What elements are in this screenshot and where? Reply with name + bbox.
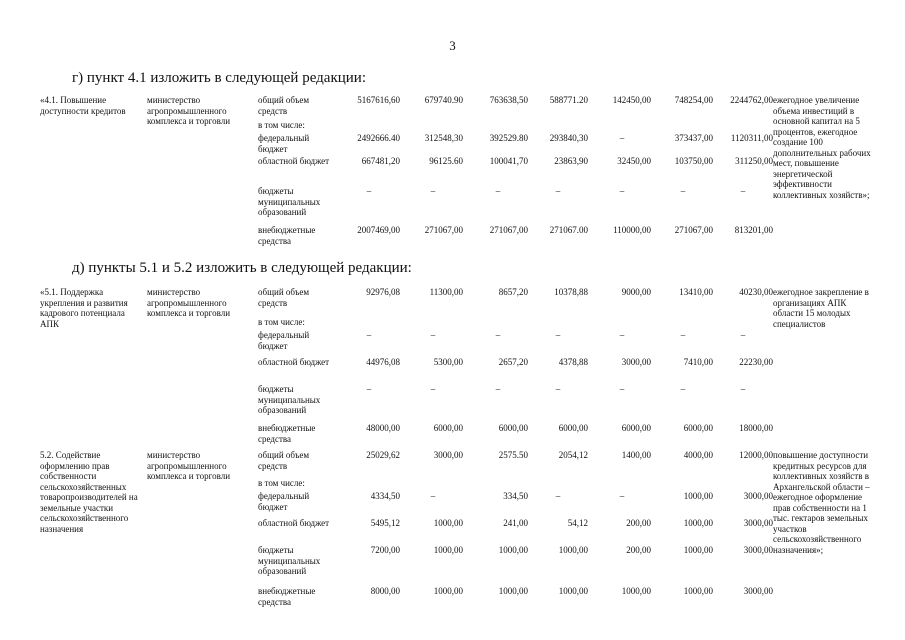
- row-extrabudget: [258, 225, 773, 249]
- value-year-3: 1000,00: [558, 586, 588, 596]
- value-year-5: 4000,00: [683, 450, 713, 460]
- row-extrabudget: [258, 586, 773, 610]
- value-years-6-8: 3000,00: [743, 518, 773, 528]
- expected-result: ежегодное закрепление в организациях АПК области 15 молодых специалистов: [773, 287, 869, 329]
- value-years-6-8: 311250,00: [735, 156, 773, 166]
- value-total: –: [366, 330, 372, 340]
- page-number: 3: [449, 38, 456, 53]
- source-label: федеральный бюджет: [258, 133, 310, 154]
- value-year-4: –: [619, 133, 625, 143]
- value-years-6-8: 813201,00: [734, 225, 773, 235]
- value-years-6-8: 2244762,00: [730, 95, 773, 105]
- value-year-4: 1000,00: [621, 586, 651, 596]
- value-total: 2007469,00: [357, 225, 400, 235]
- source-label: федеральный бюджет: [258, 491, 310, 512]
- value-total: 44976,08: [366, 357, 400, 367]
- project-name: «4.1. Повышение доступности кредитов: [40, 95, 126, 116]
- value-year-5: 1000,00: [683, 518, 713, 528]
- value-year-1: –: [430, 491, 436, 501]
- value-year-3: –: [555, 330, 561, 340]
- value-year-4: 200,00: [626, 545, 651, 555]
- row-federal: [258, 491, 773, 515]
- value-year-4: –: [619, 491, 625, 501]
- value-year-3: 23863,90: [554, 156, 588, 166]
- value-year-1: 6000,00: [433, 423, 463, 433]
- heading-items-5-1-5-2: д) пункты 5.1 и 5.2 изложить в следующей редакции:: [72, 260, 412, 276]
- value-year-4: –: [619, 384, 625, 394]
- value-year-3: –: [555, 186, 561, 196]
- value-year-1: 1000,00: [433, 586, 463, 596]
- value-year-5: 103750,00: [674, 156, 713, 166]
- value-year-2: 2575.50: [498, 450, 528, 460]
- value-year-2: –: [495, 384, 501, 394]
- value-total: 92976,08: [366, 287, 400, 297]
- value-years-6-8: 40230,00: [739, 287, 773, 297]
- source-label: в том числе:: [258, 478, 305, 488]
- source-label: областной бюджет: [258, 518, 330, 528]
- value-years-6-8: –: [740, 330, 746, 340]
- value-year-2: –: [495, 330, 501, 340]
- value-year-5: 1000,00: [683, 545, 713, 555]
- value-year-2: 100041,70: [489, 156, 528, 166]
- value-year-3: 1000,00: [558, 545, 588, 555]
- row-municipal: [258, 384, 768, 415]
- value-year-2: 6000,00: [498, 423, 528, 433]
- row-total: [258, 95, 773, 119]
- value-year-5: 271067,00: [674, 225, 713, 235]
- value-year-4: 3000,00: [621, 357, 651, 367]
- value-year-1: –: [430, 330, 436, 340]
- value-years-6-8: –: [740, 384, 746, 394]
- value-year-1: 271067,00: [424, 225, 463, 235]
- row-regional: [258, 156, 773, 180]
- value-year-5: 6000,00: [683, 423, 713, 433]
- value-year-4: 9000,00: [621, 287, 651, 297]
- value-year-4: 1400,00: [621, 450, 651, 460]
- value-year-2: –: [495, 186, 501, 196]
- value-year-5: –: [680, 384, 686, 394]
- value-year-4: 142450,00: [612, 95, 651, 105]
- source-label: бюджеты муниципальных образований: [258, 384, 321, 415]
- value-year-4: 6000,00: [621, 423, 651, 433]
- value-years-6-8: 18000,00: [739, 423, 773, 433]
- source-label: внебюджетные средства: [258, 423, 316, 444]
- value-years-6-8: 12000,00: [739, 450, 773, 460]
- value-years-6-8: 1120311,00: [730, 133, 773, 143]
- source-label: общий объем средств: [258, 95, 310, 116]
- executor: министерство агропромышленного комплекса и торговли: [147, 287, 231, 318]
- project-name: 5.2. Содействие оформлению прав собственности сельскохозяйственных товаропроизводителей на земельные участки сельскохозяйственного назначения: [40, 450, 138, 534]
- value-year-3: 6000,00: [558, 423, 588, 433]
- value-year-3: 271067.00: [549, 225, 588, 235]
- value-years-6-8: –: [740, 186, 746, 196]
- value-total: 667481,20: [361, 156, 400, 166]
- value-year-3: –: [555, 384, 561, 394]
- value-year-2: 334,50: [503, 491, 528, 501]
- row-extrabudget: [258, 423, 773, 447]
- value-years-6-8: 3000,00: [743, 491, 773, 501]
- heading-item-4-1: г) пункт 4.1 изложить в следующей редакции:: [72, 70, 366, 86]
- value-year-5: –: [680, 186, 686, 196]
- source-label: внебюджетные средства: [258, 225, 316, 246]
- value-year-5: 7410,00: [683, 357, 713, 367]
- value-year-4: 32450,00: [617, 156, 651, 166]
- value-year-5: 748254,00: [674, 95, 713, 105]
- value-year-3: 4378,88: [558, 357, 588, 367]
- value-year-5: 13410,00: [679, 287, 713, 297]
- expected-result: повышение доступности кредитных ресурсов для коллективных хозяйств в Архангельской области – ежегодное оформление прав собственности на 1 тыс. гектаров земельных участков сельскохозяйственного назначения»;: [773, 450, 870, 555]
- value-total: 25029,62: [366, 450, 400, 460]
- row-regional: [258, 518, 773, 542]
- value-year-1: –: [430, 186, 436, 196]
- value-year-1: –: [430, 384, 436, 394]
- source-label: областной бюджет: [258, 357, 330, 367]
- value-total: 4334,50: [370, 491, 400, 501]
- value-total: 7200,00: [370, 545, 400, 555]
- value-year-1: 679740.90: [424, 95, 463, 105]
- row-total: [258, 287, 773, 311]
- value-year-1: 3000,00: [433, 450, 463, 460]
- source-label: бюджеты муниципальных образований: [258, 545, 321, 576]
- value-year-1: 312548,30: [424, 133, 463, 143]
- value-total: –: [366, 186, 372, 196]
- expected-result: ежегодное увеличение объема инвестиций в основной капитал на 5 процентов, ежегодное создание 100 дополнительных рабочих мест, повышение энергетической эффективности коллективных хозяйств»;: [773, 95, 871, 200]
- executor: министерство агропромышленного комплекса и торговли: [147, 95, 231, 126]
- value-year-3: 2054,12: [558, 450, 588, 460]
- value-year-1: 1000,00: [433, 518, 463, 528]
- value-year-4: 110000,00: [613, 225, 651, 235]
- value-year-4: –: [619, 330, 625, 340]
- value-year-1: 1000,00: [433, 545, 463, 555]
- value-year-5: 373437,00: [674, 133, 713, 143]
- value-year-1: 96125.60: [429, 156, 463, 166]
- value-year-3: –: [555, 491, 561, 501]
- value-year-1: 5300,00: [433, 357, 463, 367]
- value-years-6-8: 3000,00: [743, 545, 773, 555]
- source-label: бюджеты муниципальных образований: [258, 186, 321, 217]
- value-total: 48000,00: [366, 423, 400, 433]
- value-year-3: 293840,30: [549, 133, 588, 143]
- source-label: общий объем средств: [258, 450, 310, 471]
- value-years-6-8: 3000,00: [743, 586, 773, 596]
- value-year-2: 271067,00: [489, 225, 528, 235]
- row-total: [258, 450, 773, 474]
- value-total: 2492666.40: [357, 133, 400, 143]
- source-label: областной бюджет: [258, 156, 330, 166]
- source-label: общий объем средств: [258, 287, 310, 308]
- value-year-4: 200,00: [626, 518, 651, 528]
- project-name: «5.1. Поддержка укрепления и развития кадрового потенциала АПК: [40, 287, 128, 329]
- executor: министерство агропромышленного комплекса и торговли: [147, 450, 231, 481]
- value-year-3: 54,12: [567, 518, 588, 528]
- row-municipal: [258, 545, 773, 576]
- source-label: в том числе:: [258, 317, 305, 327]
- value-total: 5167616,60: [357, 95, 400, 105]
- value-year-2: 763638,50: [489, 95, 528, 105]
- source-label: федеральный бюджет: [258, 330, 310, 351]
- value-year-2: 241,00: [503, 518, 528, 528]
- value-year-2: 1000,00: [498, 586, 528, 596]
- row-federal: [258, 133, 773, 157]
- value-year-5: –: [680, 330, 686, 340]
- value-year-2: 392529.80: [489, 133, 528, 143]
- value-year-5: 1000,00: [683, 586, 713, 596]
- row-municipal: [258, 186, 768, 217]
- value-total: 8000,00: [370, 586, 400, 596]
- value-year-4: –: [619, 186, 625, 196]
- source-label: внебюджетные средства: [258, 586, 316, 607]
- value-year-1: 11300,00: [429, 287, 463, 297]
- value-year-5: 1000,00: [683, 491, 713, 501]
- value-year-3: 588771.20: [549, 95, 588, 105]
- value-year-2: 8657,20: [498, 287, 528, 297]
- row-regional: [258, 357, 773, 381]
- source-label: в том числе:: [258, 120, 305, 130]
- value-total: 5495,12: [370, 518, 400, 528]
- row-federal: [258, 330, 768, 354]
- value-years-6-8: 22230,00: [739, 357, 773, 367]
- value-year-2: 2657,20: [498, 357, 528, 367]
- value-year-2: 1000,00: [498, 545, 528, 555]
- value-total: –: [366, 384, 372, 394]
- value-year-3: 10378,88: [554, 287, 588, 297]
